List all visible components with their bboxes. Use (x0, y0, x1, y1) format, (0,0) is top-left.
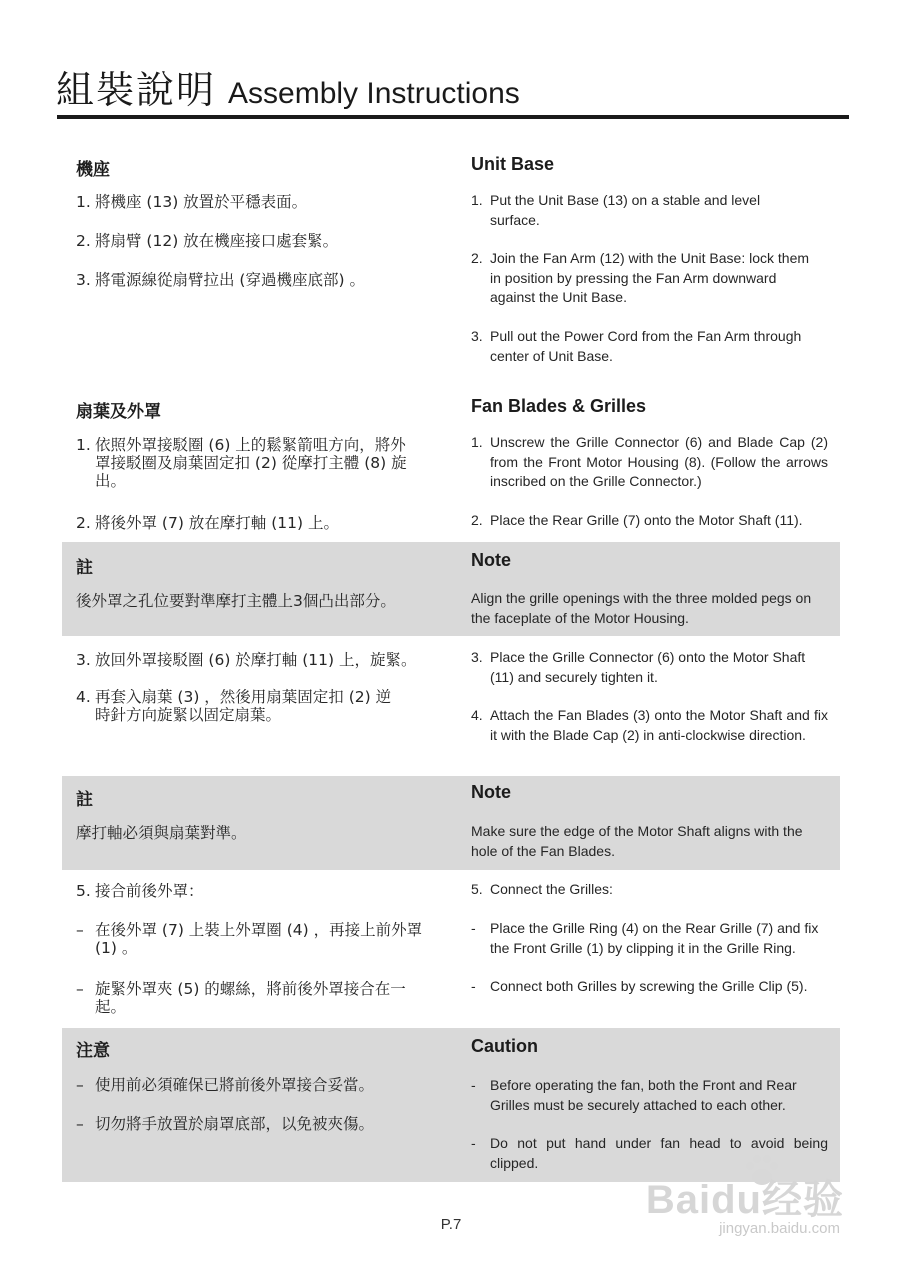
caution-heading-en: Caution (471, 1036, 538, 1056)
note1-heading-zh: 註 (76, 558, 93, 578)
note2-heading-zh: 註 (76, 790, 93, 810)
list-item: – 在後外罩 (7) 上裝上外罩圈 (4) ，再接上前外罩 (1) 。 (76, 921, 423, 957)
list-item: 1. 依照外罩接駁圈 (6) 上的鬆緊箭咀方向，將外罩接駁圈及扇葉固定扣 (2) 從摩打主體 (8) 旋出。 (76, 436, 407, 490)
watermark-logo: Baidu经验 (645, 1178, 844, 1222)
list-item: – 旋緊外罩夾 (5) 的螺絲，將前後外罩接合在一起。 (76, 980, 406, 1016)
list-item: 1. Put the Unit Base (13) on a stable and level surface. (471, 192, 761, 228)
note1-text-en: Align the grille openings with the three molded pegs on the faceplate of the Motor Housing. (471, 590, 812, 626)
section-unit-base (62, 140, 840, 380)
unit-base-heading-zh: 機座 (76, 160, 110, 180)
title-divider (57, 115, 849, 119)
list-item: 2. Place the Rear Grille (7) onto the Motor Shaft (11). (471, 512, 803, 528)
list-item: – 使用前必須確保已將前後外罩接合妥當。 (76, 1076, 375, 1094)
note2-text-zh: 摩打軸必須與扇葉對準。 (76, 824, 247, 842)
list-item: 1. Unscrew the Grille Connector (6) and Blade Cap (2) from the Front Motor Housing (8). (Follow the arrows inscribed on the Grille Connector.) (471, 434, 828, 489)
list-item: - Connect both Grilles by screwing the Grille Clip (5). (471, 978, 808, 994)
note2-text-en: Make sure the edge of the Motor Shaft aligns with the hole of the Fan Blades. (471, 823, 803, 859)
list-item: – 切勿將手放置於扇罩底部，以免被夾傷。 (76, 1115, 375, 1133)
section-fan-blades (62, 382, 840, 542)
fan-blades-heading-zh: 扇葉及外罩 (76, 402, 161, 422)
page-title (56, 64, 520, 114)
section-step-5 (62, 870, 840, 1028)
title-english: Assembly Instructions (228, 77, 520, 110)
note1-heading-en: Note (471, 550, 511, 570)
list-item: 3. 將電源線從扇臂拉出 (穿過機座底部) 。 (76, 271, 365, 289)
note1-text-zh: 後外罩之孔位要對準摩打主體上3個凸出部分。 (76, 592, 396, 610)
list-item: - Before operating the fan, both the Front and Rear Grilles must be securely attached to each other. (471, 1077, 797, 1113)
fan-blades-heading-en: Fan Blades & Grilles (471, 396, 647, 416)
list-item: 3. Place the Grille Connector (6) onto the Motor Shaft (11) and securely tighten it. (471, 649, 806, 685)
note-box-2 (62, 776, 840, 870)
list-item: 2. 將扇臂 (12) 放在機座接口處套緊。 (76, 232, 339, 250)
page-number: P.7 (440, 1216, 462, 1233)
list-item: - Do not put hand under fan head to avoid being clipped. (471, 1135, 828, 1171)
caution-heading-zh: 注意 (76, 1041, 110, 1061)
note2-heading-en: Note (471, 782, 511, 802)
list-item: 5. 接合前後外罩： (76, 882, 204, 900)
note-box-1 (62, 542, 840, 636)
list-item: 2. Join the Fan Arm (12) with the Unit Base: lock them in position by pressing the Fan Arm downward against the Unit Base. (471, 250, 810, 305)
watermark-url: jingyan.baidu.com (719, 1220, 840, 1237)
list-item: 3. 放回外罩接駁圈 (6) 於摩打軸 (11) 上，旋緊。 (76, 651, 417, 669)
baidu-watermark (644, 1150, 844, 1250)
list-item: 5. Connect the Grilles: (471, 881, 613, 897)
list-item: 2. 將後外罩 (7) 放在摩打軸 (11) 上。 (76, 514, 339, 532)
list-item: - Place the Grille Ring (4) on the Rear Grille (7) and fix the Front Grille (1) by clipping it in the Grille Ring. (471, 920, 819, 956)
title-chinese: 組裝說明 (56, 68, 217, 112)
list-item: 4. 再套入扇葉 (3) ，然後用扇葉固定扣 (2) 逆時針方向旋緊以固定扇葉。 (76, 688, 392, 724)
list-item: 1. 將機座 (13) 放置於平穩表面。 (76, 193, 308, 211)
list-item: 4. Attach the Fan Blades (3) onto the Motor Shaft and fix it with the Blade Cap (2) in anti-clockwise direction. (471, 707, 828, 743)
section-steps-3-4 (62, 636, 840, 776)
unit-base-heading-en: Unit Base (471, 154, 555, 174)
list-item: 3. Pull out the Power Cord from the Fan Arm through center of Unit Base. (471, 328, 802, 364)
